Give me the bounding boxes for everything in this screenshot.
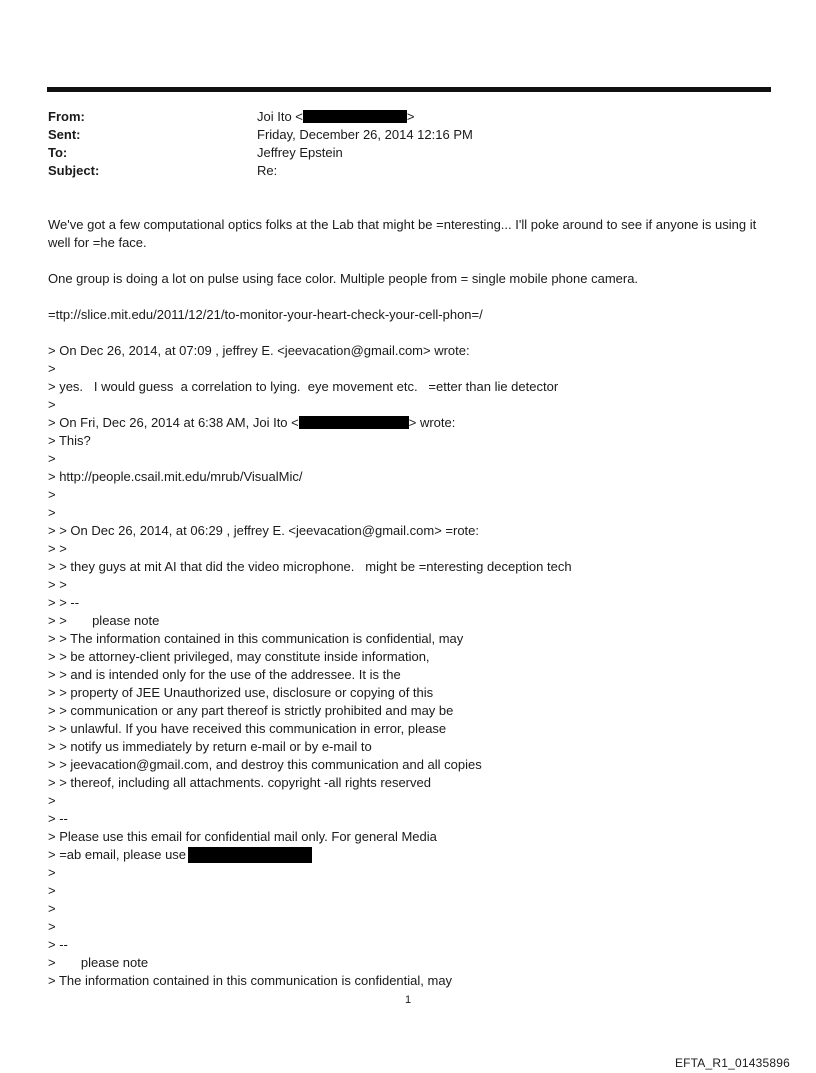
from-label: From: [48, 109, 85, 124]
quoted-line: > [48, 451, 56, 466]
quoted-line [48, 846, 768, 864]
quoted-line: > [48, 487, 56, 502]
to-value: Jeffrey Epstein [257, 145, 343, 160]
body-link: =ttp://slice.mit.edu/2011/12/21/to-monitor-your-heart-check-your-cell-phon=/ [48, 307, 483, 322]
to-label: To: [48, 145, 68, 160]
quoted-line: > Please use this email for confidential mail only. For general Media [48, 829, 437, 844]
quoted-line: > > The information contained in this communication is confidential, may [48, 631, 464, 646]
quoted-line: > > On Dec 26, 2014, at 06:29 , jeffrey E. <jeevacation@gmail.com> =rote: [48, 523, 480, 538]
quoted-line: > [48, 865, 56, 880]
quoted-line: > > they guys at mit AI that did the video microphone. might be =nteresting deception tech [48, 559, 572, 574]
sent-value: Friday, December 26, 2014 12:16 PM [257, 127, 473, 142]
quoted-line: > [48, 793, 56, 808]
email-body [48, 216, 768, 990]
quoted-line: > > communication or any part thereof is strictly prohibited and may be [48, 703, 454, 718]
quoted-line: > -- [48, 937, 68, 952]
from-value [257, 108, 414, 126]
quoted-line: > > be attorney-client privileged, may constitute inside information, [48, 649, 430, 664]
quoted-line: > -- [48, 811, 68, 826]
quoted-line: > [48, 901, 56, 916]
quoted-line: > > jeevacation@gmail.com, and destroy this communication and all copies [48, 757, 482, 772]
quoted-line: > > [48, 577, 67, 592]
body-paragraph: We've got a few computational optics folks at the Lab that might be =nteresting... I'll poke around to see if anyone is using it well for =he face. [48, 217, 757, 250]
body-paragraph: One group is doing a lot on pulse using face color. Multiple people from = single mobile phone camera. [48, 271, 639, 286]
quoted-line-start: > On Fri, Dec 26, 2014 at 6:38 AM, Joi Ito < [48, 415, 299, 430]
quoted-line: > [48, 883, 56, 898]
quoted-line: > [48, 919, 56, 934]
redaction-box [188, 847, 312, 863]
quoted-line: > > notify us immediately by return e-mail or by e-mail to [48, 739, 372, 754]
quoted-line: > > thereof, including all attachments. copyright -all rights reserved [48, 775, 431, 790]
redaction-box [303, 110, 407, 123]
quoted-line: > > and is intended only for the use of the addressee. It is the [48, 667, 401, 682]
quoted-line [48, 414, 768, 432]
quoted-line: > [48, 361, 56, 376]
redaction-box [299, 416, 409, 429]
quoted-line: > http://people.csail.mit.edu/mrub/VisualMic/ [48, 469, 303, 484]
header-rule [47, 87, 771, 92]
quoted-line: > > property of JEE Unauthorized use, disclosure or copying of this [48, 685, 434, 700]
quoted-line-start: > =ab email, please use [48, 847, 187, 862]
quoted-line: > The information contained in this communication is confidential, may [48, 973, 453, 988]
quoted-line: > > -- [48, 595, 80, 610]
sent-label: Sent: [48, 127, 81, 142]
from-name: Joi Ito < [257, 109, 303, 124]
quoted-line: > please note [48, 955, 149, 970]
quoted-line: > [48, 397, 56, 412]
quoted-line: > [48, 505, 56, 520]
quoted-line: > This? [48, 433, 91, 448]
page-number: 1 [404, 994, 412, 1006]
quoted-line: > yes. I would guess a correlation to lying. eye movement etc. =etter than lie detector [48, 379, 559, 394]
quoted-line: > > [48, 541, 67, 556]
document-id: EFTA_R1_01435896 [674, 1056, 790, 1070]
from-suffix: > [406, 109, 415, 124]
quoted-line: > > unlawful. If you have received this communication in error, please [48, 721, 447, 736]
quoted-line: > On Dec 26, 2014, at 07:09 , jeffrey E. <jeevacation@gmail.com> wrote: [48, 343, 470, 358]
subject-label: Subject: [48, 163, 100, 178]
quoted-line: > > please note [48, 613, 160, 628]
quoted-line-end: > wrote: [408, 415, 456, 430]
subject-value: Re: [257, 163, 278, 178]
